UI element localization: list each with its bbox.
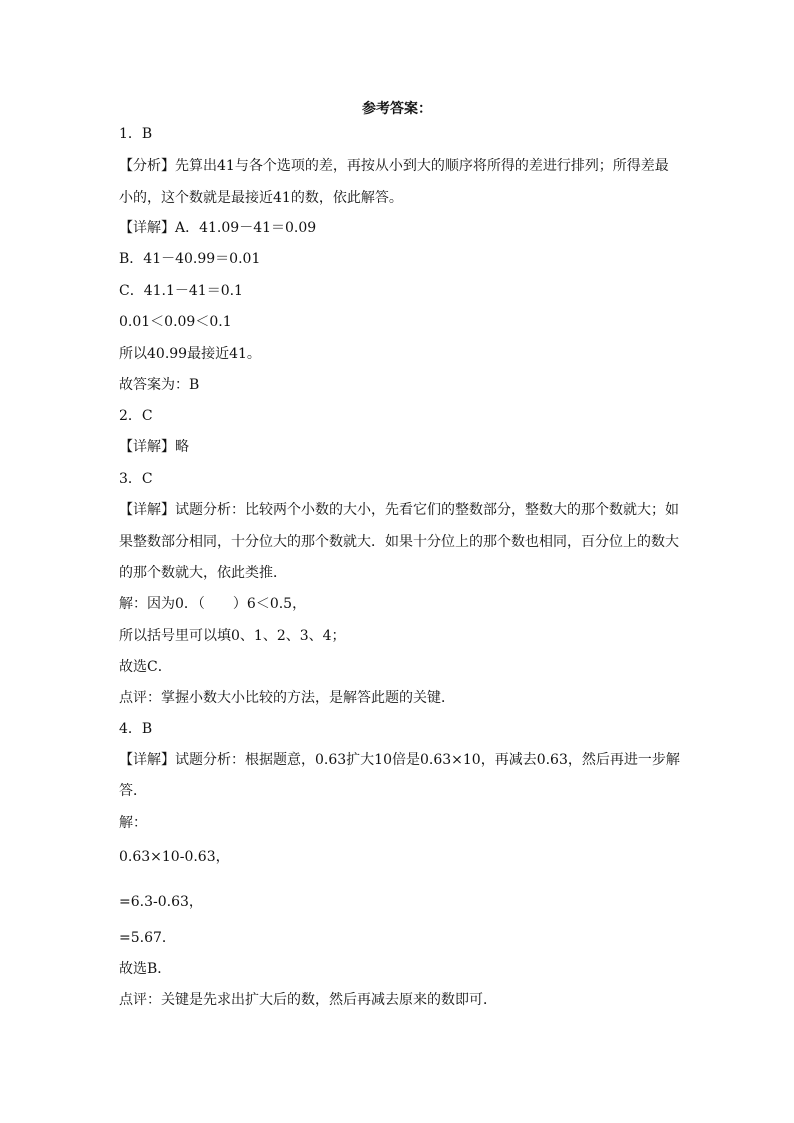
solution-line: 所以括号里可以填0、1、2、3、4；	[119, 628, 346, 644]
page-title: 参考答案：	[362, 101, 432, 117]
detail-line: 所以40.99最接近41。	[119, 346, 261, 362]
comment-line: 点评：关键是先求出扩大后的数，然后再减去原来的数即可．	[119, 992, 497, 1008]
detail-line: B．41－40.99＝0.01	[119, 251, 261, 267]
analysis-line: 【分析】先算出41与各个选项的差，再按从小到大的顺序将所得的差进行排列；所得差最	[119, 158, 669, 174]
detail-line: C．41.1－41＝0.1	[119, 283, 243, 299]
answer-line: 故选C．	[119, 659, 172, 675]
answer-number-4: 4．B	[119, 721, 153, 737]
detail-line: 【详解】试题分析：比较两个小数的大小，先看它们的整数部分，整数大的那个数就大；如	[119, 502, 679, 518]
solution-line: =5.67．	[119, 930, 176, 946]
comment-line: 点评：掌握小数大小比较的方法，是解答此题的关键．	[119, 690, 455, 706]
detail-line: 的那个数就大，依此类推．	[119, 565, 287, 581]
answer-number-1: 1．B	[119, 126, 153, 142]
detail-line: 【详解】A．41.09－41＝0.09	[119, 220, 317, 236]
answer-line: 故答案为：B	[119, 377, 200, 393]
solution-line: =6.3-0.63，	[119, 894, 203, 910]
detail-line: 0.01＜0.09＜0.1	[119, 314, 232, 330]
solution-line: 解：因为0．（ ）6＜0.5，	[119, 596, 307, 612]
detail-line: 果整数部分相同，十分位大的那个数就大．如果十分位上的那个数也相同，百分位上的数大	[119, 534, 679, 550]
answer-number-3: 3．C	[119, 471, 153, 487]
solution-line: 解：	[119, 815, 147, 831]
solution-line: 0.63×10-0.63，	[119, 849, 230, 865]
answer-line: 故选B．	[119, 961, 172, 977]
answer-number-2: 2．C	[119, 408, 153, 424]
detail-line: 答．	[119, 783, 147, 799]
detail-line: 【详解】试题分析：根据题意，0.63扩大10倍是0.63×10，再减去0.63，然后再进一步解	[119, 752, 680, 768]
analysis-line: 小的，这个数就是最接近41的数，依此解答。	[119, 190, 403, 206]
detail-line: 【详解】略	[119, 439, 189, 455]
